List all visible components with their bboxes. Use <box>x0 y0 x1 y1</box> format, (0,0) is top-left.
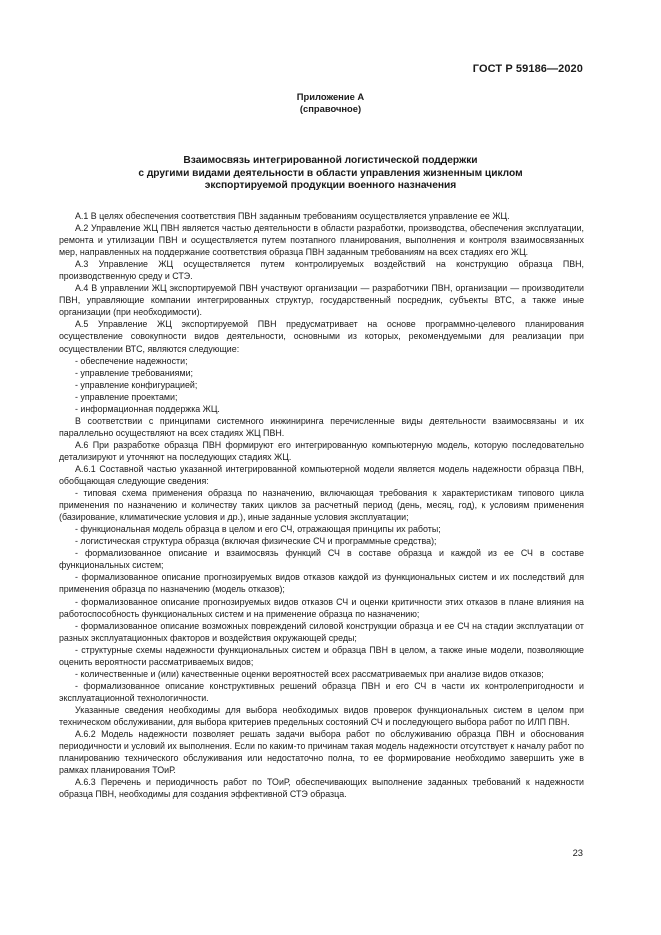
paragraph: А.3 Управление ЖЦ осуществляется путем контролируемых воздействий на конструкцию образца ПВН, производственную среду и СТЭ. <box>59 259 584 282</box>
appendix-label: Приложение А <box>296 91 365 102</box>
section-title <box>74 155 587 193</box>
paragraph: А.5 Управление ЖЦ экспортируемой ПВН предусматривает на основе программно-целевого планирования осуществление совокупности видов деятельности, основными из которых, рекомендуемыми для реализации при осуществлении ВТС, являются следующие: <box>59 319 584 354</box>
list-item: - формализованное описание и взаимосвязь функций СЧ в составе образца и каждой из ее СЧ в составе функциональных систем; <box>59 548 584 571</box>
appendix-type: (справочное) <box>299 103 362 114</box>
list-item: - структурные схемы надежности функциональных систем и образца ПВН в целом, а также иные модели, позволяющие оценить вероятности рассматриваемых видов; <box>59 644 584 667</box>
list-item: - формализованное описание конструктивных решений образца ПВН и его СЧ в части их контролепригодности и эксплуатационной технологичности. <box>59 680 584 703</box>
paragraph: А.4 В управлении ЖЦ экспортируемой ПВН участвуют организации — разработчики ПВН, организации — производители ПВН, управляющие компании интегрированных структур, государственный посредник, субъекты ВТС, а также иные организации (при необходимости). <box>59 283 584 318</box>
title-line: с другими видами деятельности в области управления жизненным циклом <box>138 167 523 179</box>
paragraph: В соответствии с принципами системного инжиниринга перечисленные виды деятельности взаимосвязаны и их параллельно осуществляют на всех стадиях ЖЦ ПВН. <box>59 415 584 438</box>
title-line: Взаимосвязь интегрированной логистической поддержки <box>183 155 478 166</box>
list-item: - информационная поддержка ЖЦ. <box>75 403 220 414</box>
list-item: - управление требованиями; <box>75 367 194 378</box>
paragraph: А.2 Управление ЖЦ ПВН является частью деятельности в области разработки, производства, обеспечения эксплуатации, ремонта и утилизации ПВН и осуществляется путем поэтапного планирования, выполнения и контроля взаимосвязанных мер, направленных на поддержание соответствия образца ПВН заданным требованиям на всех стадиях его ЖЦ. <box>59 223 584 258</box>
paragraph: А.6.1 Составной частью указанной интегрированной компьютерной модели является модель надежности образца ПВН, обобщающая следующие сведения: <box>59 463 584 487</box>
list-item: - управление проектами; <box>75 391 178 402</box>
paragraph: А.1 В целях обеспечения соответствия ПВН заданным требованиям осуществляется управление ее ЖЦ. <box>75 211 510 221</box>
list-item: - формализованное описание прогнозируемых видов отказов каждой из функциональных систем и их последствий для применения образца по назначению (модель отказов); <box>59 572 584 595</box>
list-item: - обеспечение надежности; <box>75 355 188 366</box>
body-text <box>59 210 584 800</box>
list-item: - типовая схема применения образца по назначению, включающая требования к характеристикам типового цикла применения по назначению и количеству таких циклов за расчетный период (день, месяц, год), к условиям применения (базирование, климатические условия и др.), иные заданные условия эксплуатации; <box>59 488 584 523</box>
list-item: - формализованное описание возможных повреждений силовой конструкции образца и ее СЧ на стадии эксплуатации от разных эксплуатационных факторов и воздействия окружающей среды; <box>59 620 584 643</box>
list-item: - количественные и (или) качественные оценки вероятностей всех рассматриваемых при анализе видов отказов; <box>75 668 544 679</box>
list-item: - функциональная модель образца в целом и его СЧ, отражающая принципы их работы; <box>75 524 441 535</box>
page-number: 23 <box>572 847 583 858</box>
paragraph: А.6.3 Перечень и периодичность работ по ТОиР, обеспечивающих выполнение заданных требований к надежности образца ПВН, необходимы для создания эффективной СТЭ образца. <box>59 777 584 800</box>
list-item: - управление конфигурацией; <box>75 379 198 390</box>
list-item: - формализованное описание прогнозируемых видов отказов СЧ и оценки критичности этих отказов в плане влияния на работоспособность функциональных систем и на применение образца по назначению; <box>59 596 584 619</box>
paragraph: Указанные сведения необходимы для выбора необходимых видов проверок функциональных систем в целом при техническом обслуживании, для выбора критериев предельных состояний СЧ и последующего выбора работ по ИЛП ПВН. <box>59 704 584 727</box>
standard-code: ГОСТ Р 59186—2020 <box>472 63 583 75</box>
appendix-heading <box>0 91 661 115</box>
paragraph: А.6.2 Модель надежности позволяет решать задачи выбора работ по обслуживанию образца ПВН и обоснования периодичности и условий их выполнения. Если по каким-то причинам такая модель надежности отсутствует к началу работ по планированию технического обслуживания или недостаточно полна, то ее формирование необходимо завершить уже в рамках планирования ТОиР. <box>59 729 584 776</box>
list-item: - логистическая структура образца (включая физические СЧ и программные средства); <box>75 536 437 547</box>
paragraph: А.6 При разработке образца ПВН формируют его интегрированную компьютерную модель, которую последовательно детализируют и уточняют на последующих стадиях ЖЦ. <box>59 439 584 462</box>
title-line: экспортируемой продукции военного назначения <box>204 180 457 191</box>
